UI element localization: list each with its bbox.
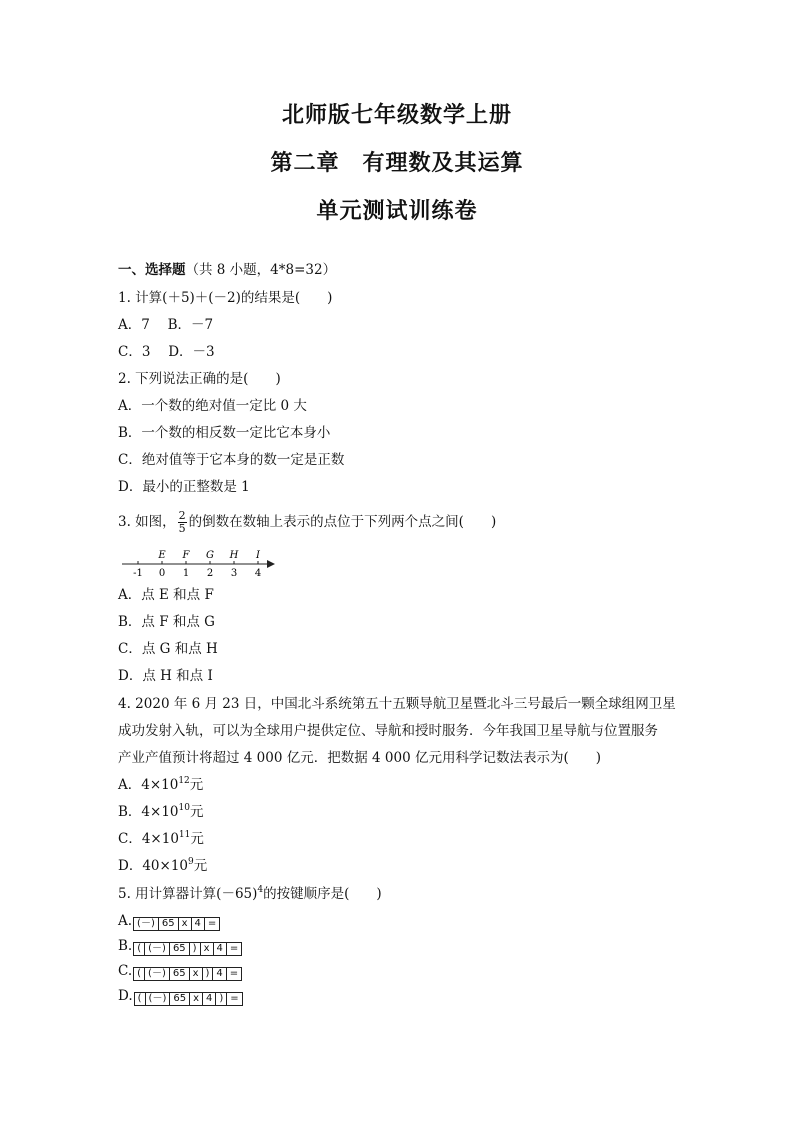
calculator-key: x — [200, 942, 214, 956]
question-2-option-b: B．一个数的相反数一定比它本身小 — [118, 425, 331, 441]
number-line-tick-label: -1 — [133, 568, 143, 579]
number-line-tick-label: 3 — [230, 568, 238, 579]
question-2-option-a: A．一个数的绝对值一定比 0 大 — [118, 398, 307, 414]
calculator-key: 4 — [212, 967, 226, 981]
calculator-key: = — [226, 942, 242, 956]
number-line-point-label: I — [256, 550, 260, 561]
calculator-key: ( — [133, 967, 145, 981]
question-1-stem: 1. 计算(＋5)＋(－2)的结果是( ) — [118, 290, 333, 306]
calculator-key: = — [204, 917, 220, 931]
question-4-option-a: A．$4\times 10^{12}$元 — [118, 776, 204, 793]
calculator-key: = — [226, 992, 242, 1006]
number-line-point-label: H — [229, 550, 239, 561]
number-line-tick-label: 1 — [182, 568, 190, 579]
test-title: 单元测试训练卷 — [316, 198, 478, 224]
calculator-key: = — [226, 967, 242, 981]
calculator-key: (－) — [144, 942, 170, 956]
question-1-options-cd: C．3 D．－3 — [118, 344, 215, 360]
calculator-key: 65 — [158, 917, 179, 931]
calculator-key: (－) — [144, 967, 170, 981]
key-sequence — [133, 963, 241, 981]
number-line-point-label: G — [206, 550, 214, 561]
question-2-option-d: D．最小的正整数是 1 — [118, 479, 250, 495]
number-line-tick-label: 4 — [254, 568, 262, 579]
calculator-key: 4 — [202, 992, 216, 1006]
question-3-stem: 3. 如图， $\frac{2}{5}$ 的倒数在数轴上表示的点位于下列两个点之间( ) — [118, 509, 497, 535]
question-3-option-a: A．点 E 和点 F — [118, 587, 214, 603]
section-note: （共 8 小题，4*8=32） — [185, 262, 337, 278]
question-2-stem: 2. 下列说法正确的是( ) — [118, 371, 281, 387]
calculator-key: 4 — [191, 917, 205, 931]
fraction: $\frac{2}{5}$ — [178, 509, 186, 535]
section-heading — [118, 261, 336, 279]
key-sequence — [133, 913, 219, 931]
question-3-option-b: B．点 F 和点 G — [118, 614, 215, 630]
question-4-option-d: D．$40\times 10^9$元 — [118, 857, 208, 874]
question-5-option-c: C. ( (－) 65 x ) 4 = — [118, 962, 241, 981]
calculator-key: x — [178, 917, 192, 931]
calculator-key: (－) — [145, 992, 171, 1006]
question-4-option-b: B．$4\times 10^{10}$元 — [118, 803, 204, 820]
question-4-option-c: C．$4\times 10^{11}$元 — [118, 830, 204, 847]
calculator-key: (－) — [133, 917, 159, 931]
calculator-key: 65 — [169, 967, 190, 981]
document-title: 北师版七年级数学上册 — [281, 102, 512, 128]
section-label: 一、选择题 — [118, 262, 186, 278]
question-5-stem: 5. 用计算器计算$(-65)^4$的按键顺序是( ) — [118, 885, 382, 902]
question-4-line-2: 成功发射入轨，可以为全球用户提供定位、导航和授时服务．今年我国卫星导航与位置服务 — [118, 723, 658, 739]
calculator-key: x — [189, 967, 203, 981]
calculator-key: ( — [133, 942, 145, 956]
question-4-line-3: 产业产值预计将超过 4 000 亿元．把数据 4 000 亿元用科学记数法表示为( ) — [118, 750, 601, 766]
chapter-title: 第二章 有理数及其运算 — [270, 150, 524, 176]
calculator-key: ) — [202, 967, 214, 981]
calculator-key: x — [189, 992, 203, 1006]
question-3-option-d: D．点 H 和点 I — [118, 668, 213, 684]
number-line-figure — [120, 548, 280, 580]
calculator-key: ( — [134, 992, 146, 1006]
question-4-line-1: 4. 2020 年 6 月 23 日，中国北斗系统第五十五颗导航卫星暨北斗三号最后一颗全球组网卫星 — [118, 696, 676, 712]
question-3-option-c: C．点 G 和点 H — [118, 641, 218, 657]
calculator-key: 65 — [169, 992, 190, 1006]
question-5-option-a: A. (－) 65 x 4 = — [118, 912, 219, 931]
question-2-option-c: C．绝对值等于它本身的数一定是正数 — [118, 452, 345, 468]
key-sequence — [134, 988, 242, 1006]
question-5-option-b: B. ( (－) 65 ) x 4 = — [118, 937, 241, 956]
question-5-option-d: D. ( (－) 65 x 4 ) = — [118, 987, 242, 1006]
number-line-tick-label: 0 — [158, 568, 166, 579]
number-line-point-label: F — [182, 550, 190, 561]
calculator-key: ) — [215, 992, 227, 1006]
calculator-key: 65 — [169, 942, 190, 956]
question-1-options-ab: A．7 B．－7 — [118, 317, 214, 333]
number-line-tick-label: 2 — [206, 568, 214, 579]
key-sequence — [133, 938, 241, 956]
number-line-point-label: E — [158, 550, 166, 561]
calculator-key: 4 — [213, 942, 227, 956]
calculator-key: ) — [189, 942, 201, 956]
